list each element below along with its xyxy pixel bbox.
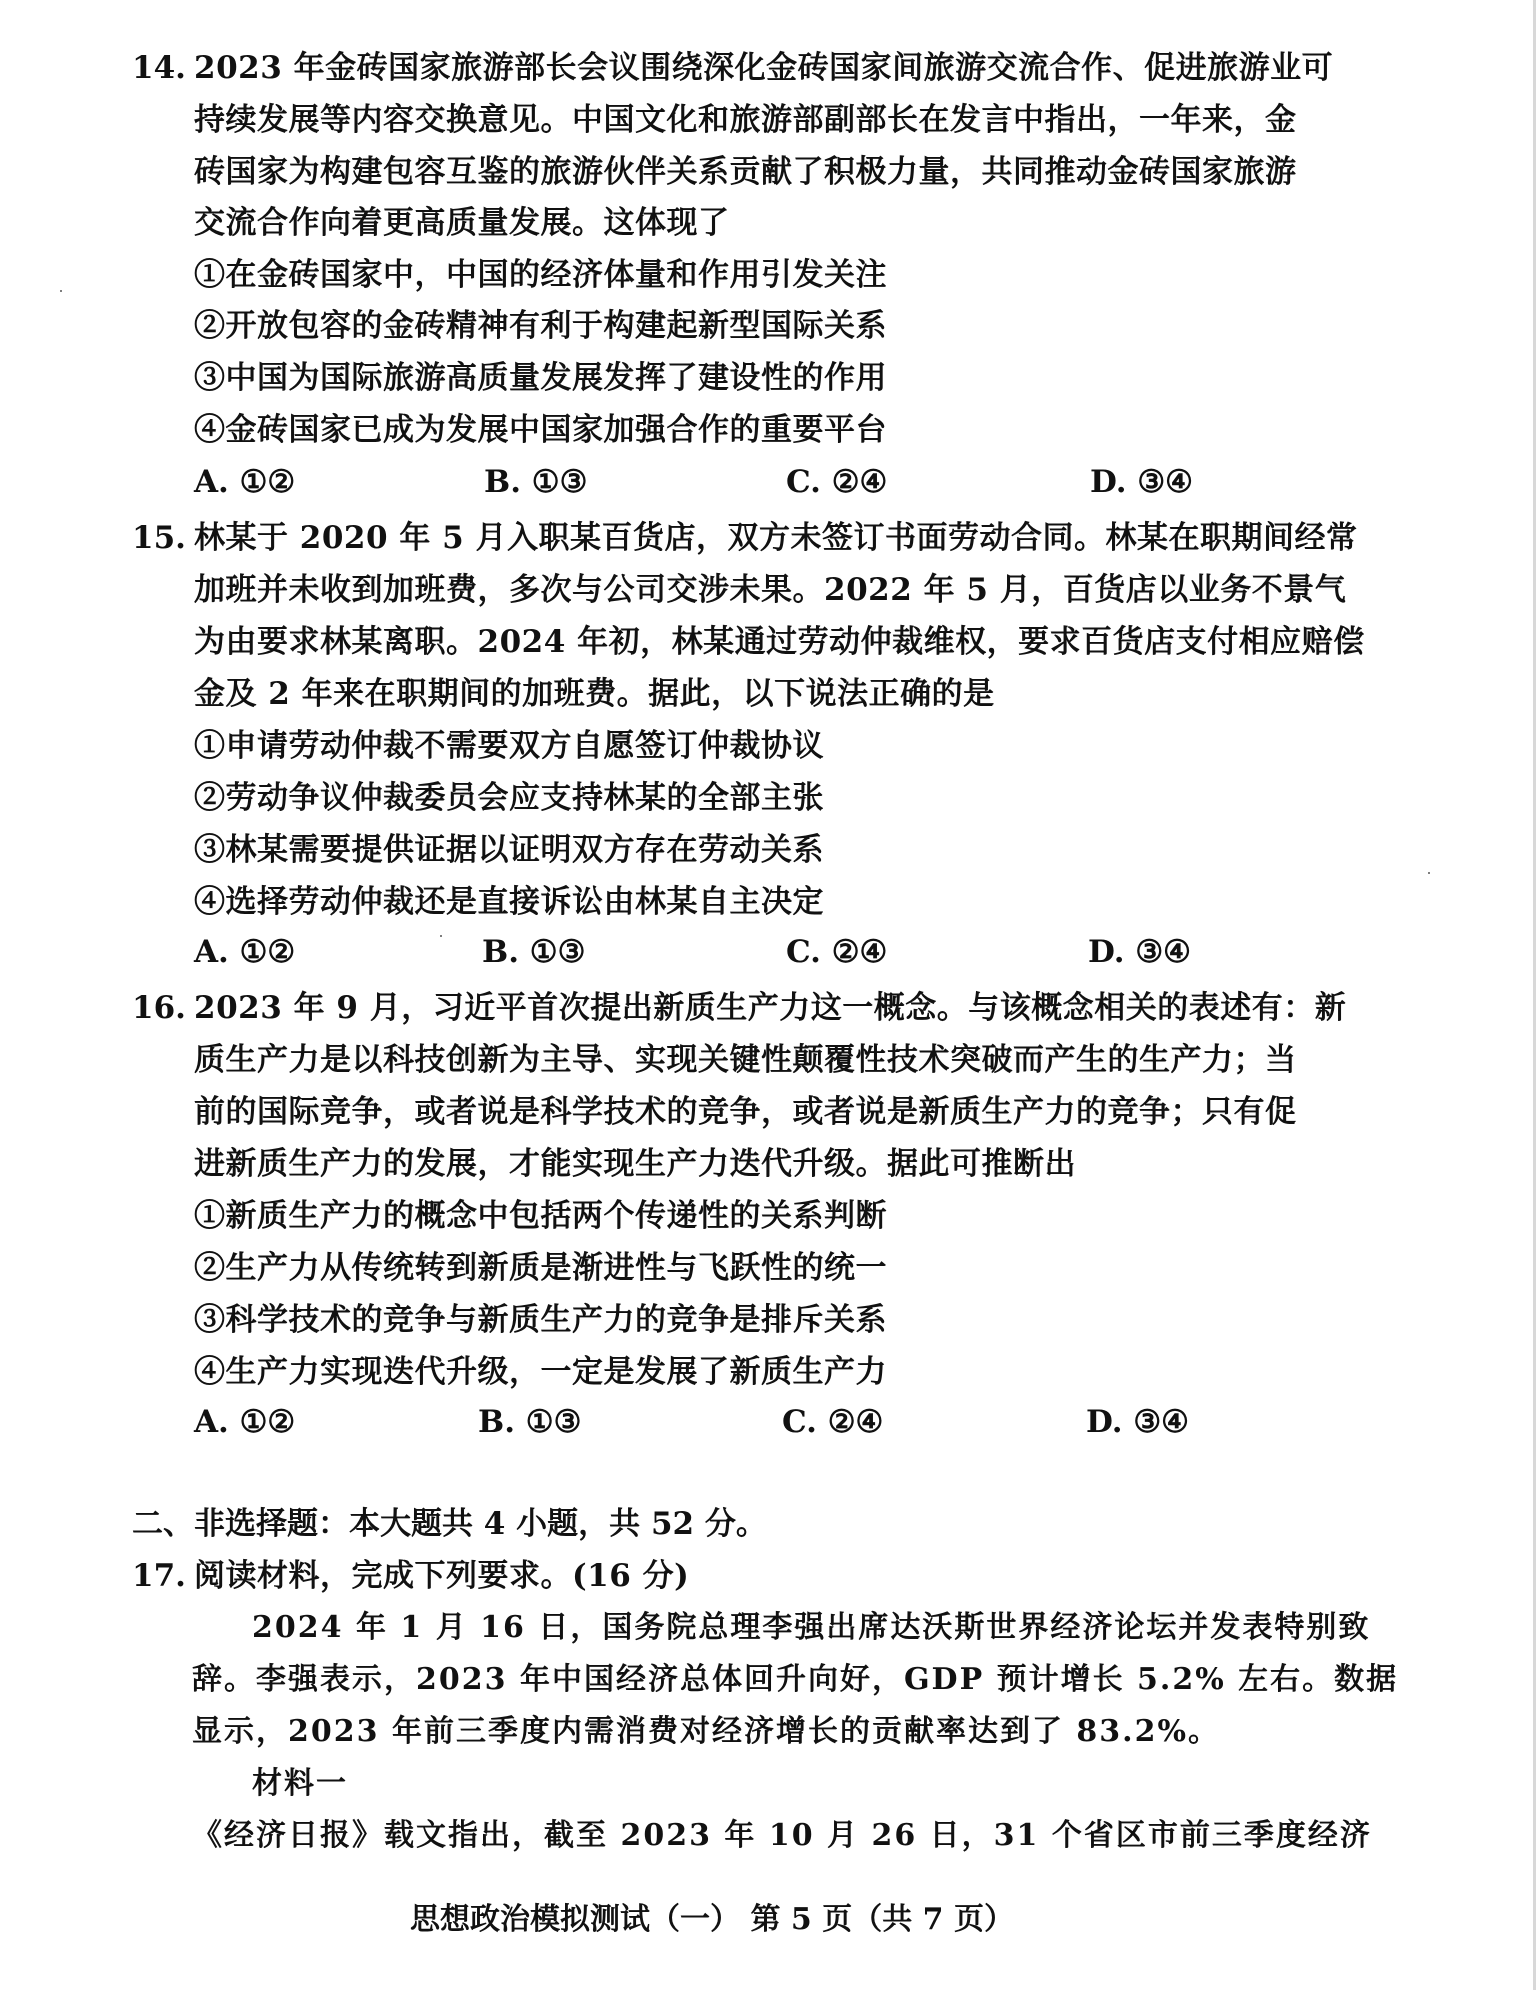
question-stem-line: 进新质生产力的发展，才能实现生产力迭代升级。据此可推断出 — [194, 1146, 1076, 1182]
option-a: A. ①② — [194, 934, 296, 970]
statement-1: ①申请劳动仲裁不需要双方自愿签订仲裁协议 — [194, 728, 824, 764]
statement-3: ③林某需要提供证据以证明双方存在劳动关系 — [194, 832, 824, 868]
question-prompt: 阅读材料，完成下列要求。(16 分) — [194, 1558, 690, 1594]
material-paragraph-line: 《经济日报》载文指出，截至 2023 年 10 月 26 日，31 个省区市前三季度经济 — [192, 1818, 1372, 1853]
question-stem-line: 为由要求林某离职。2024 年初，林某通过劳动仲裁维权，要求百货店支付相应赔偿 — [194, 624, 1365, 660]
option-d: D. ③④ — [1088, 934, 1191, 970]
option-a: A. ①② — [194, 1404, 296, 1440]
question-number: 16. — [132, 990, 186, 1026]
section-heading: 二、非选择题：本大题共 4 小题，共 52 分。 — [132, 1506, 767, 1542]
answer-options — [194, 932, 1294, 972]
question-stem-line: 质生产力是以科技创新为主导、实现关键性颠覆性技术突破而产生的生产力；当 — [194, 1042, 1297, 1078]
question-stem-line: 前的国际竞争，或者说是科学技术的竞争，或者说是新质生产力的竞争；只有促 — [194, 1094, 1297, 1130]
question-stem-line: 砖国家为构建包容互鉴的旅游伙伴关系贡献了积极力量，共同推动金砖国家旅游 — [194, 154, 1297, 190]
statement-4: ④生产力实现迭代升级，一定是发展了新质生产力 — [194, 1354, 887, 1390]
scan-speck — [60, 290, 62, 292]
answer-options — [194, 1402, 1294, 1442]
option-a: A. ①② — [194, 464, 296, 500]
statement-3: ③科学技术的竞争与新质生产力的竞争是排斥关系 — [194, 1302, 887, 1338]
question-stem-line: 交流合作向着更高质量发展。这体现了 — [194, 205, 730, 241]
question-stem-line: 加班并未收到加班费，多次与公司交涉未果。2022 年 5 月，百货店以业务不景气 — [194, 572, 1347, 608]
question-stem-line: 持续发展等内容交换意见。中国文化和旅游部副部长在发言中指出，一年来，金 — [194, 102, 1297, 138]
answer-options — [194, 462, 1294, 502]
question-number: 17. — [132, 1558, 186, 1594]
statement-4: ④金砖国家已成为发展中国家加强合作的重要平台 — [194, 412, 887, 448]
question-number: 15. — [132, 520, 186, 556]
page-footer: 思想政治模拟测试（一） 第 5 页（共 7 页） — [410, 1902, 1014, 1937]
question-stem-line: 林某于 2020 年 5 月入职某百货店，双方未签订书面劳动合同。林某在职期间经常 — [194, 520, 1358, 556]
option-c: C. ②④ — [786, 464, 888, 500]
option-d: D. ③④ — [1086, 1404, 1189, 1440]
option-c: C. ②④ — [782, 1404, 884, 1440]
statement-2: ②生产力从传统转到新质是渐进性与飞跃性的统一 — [194, 1250, 887, 1286]
option-d: D. ③④ — [1090, 464, 1193, 500]
material-paragraph-line: 2024 年 1 月 16 日，国务院总理李强出席达沃斯世界经济论坛并发表特别致 — [252, 1610, 1371, 1645]
statement-1: ①在金砖国家中，中国的经济体量和作用引发关注 — [194, 257, 887, 293]
question-stem-line: 2023 年金砖国家旅游部长会议围绕深化金砖国家间旅游交流合作、促进旅游业可 — [194, 50, 1334, 86]
question-stem-line: 2023 年 9 月，习近平首次提出新质生产力这一概念。与该概念相关的表述有：新 — [194, 990, 1347, 1026]
statement-4: ④选择劳动仲裁还是直接诉讼由林某自主决定 — [194, 884, 824, 920]
question-number: 14. — [132, 50, 186, 86]
option-c: C. ②④ — [786, 934, 888, 970]
scan-speck — [1428, 872, 1430, 874]
scan-speck — [440, 935, 442, 937]
option-b: B. ①③ — [484, 464, 588, 500]
option-b: B. ①③ — [478, 1404, 582, 1440]
statement-3: ③中国为国际旅游高质量发展发挥了建设性的作用 — [194, 360, 887, 396]
statement-2: ②劳动争议仲裁委员会应支持林某的全部主张 — [194, 780, 824, 816]
statement-2: ②开放包容的金砖精神有利于构建起新型国际关系 — [194, 308, 887, 344]
question-stem-line: 金及 2 年来在职期间的加班费。据此，以下说法正确的是 — [194, 676, 995, 712]
statement-1: ①新质生产力的概念中包括两个传递性的关系判断 — [194, 1198, 887, 1234]
material-paragraph-line: 显示，2023 年前三季度内需消费对经济增长的贡献率达到了 83.2%。 — [192, 1714, 1220, 1749]
option-b: B. ①③ — [482, 934, 586, 970]
material-paragraph-line: 辞。李强表示，2023 年中国经济总体回升向好，GDP 预计增长 5.2% 左右。数据 — [192, 1662, 1399, 1697]
material-label: 材料一 — [252, 1766, 348, 1801]
